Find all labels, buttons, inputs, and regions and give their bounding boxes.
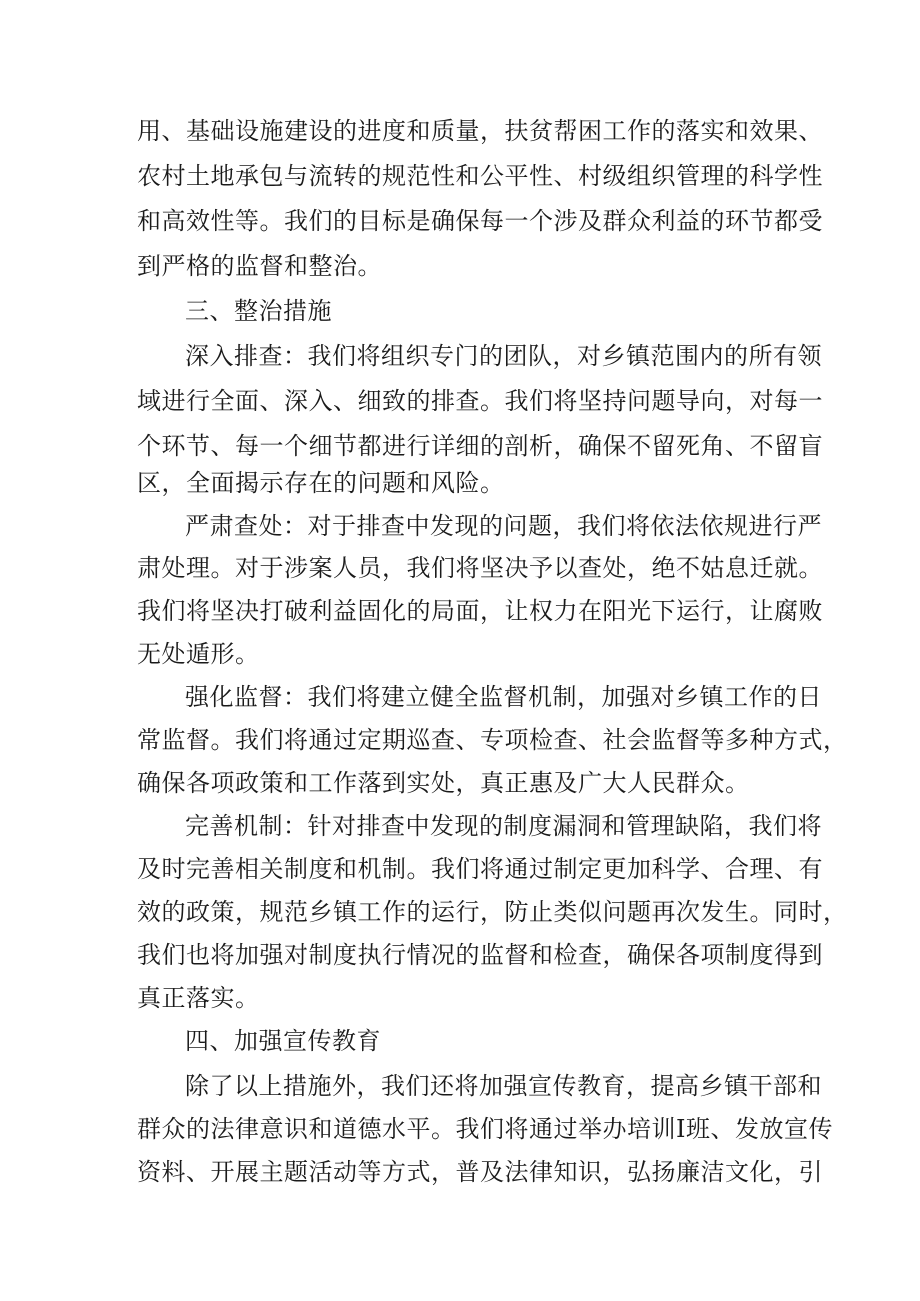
body-line: 完善机制：针对排查中发现的制度漏洞和管理缺陷，我们将 [185,812,822,840]
body-line: 及时完善相关制度和机制。我们将通过制定更加科学、合理、有 [137,855,823,883]
body-line: 到严格的监督和整治。 [137,252,382,280]
body-line: 资料、开展主题活动等方式，普及法律知识，弘扬廉洁文化，引 [137,1158,823,1186]
body-line: 用、基础设施建设的进度和质量，扶贫帮困工作的落实和效果、 [137,117,823,145]
body-line: 农村土地承包与流转的规范性和公平性、村级组织管理的科学性 [137,162,823,190]
body-line: 效的政策，规范乡镇工作的运行，防止类似问题再次发生。同时， [137,898,848,926]
body-line: 和高效性等。我们的目标是确保每一个涉及群众利益的环节都受 [137,207,823,235]
body-line: 严肃查处：对于排查中发现的问题，我们将依法依规进行严 [185,512,822,540]
body-line: 群众的法律意识和道德水平。我们将通过举办培训I班、发放宣传 [137,1115,833,1143]
body-line: 除了以上措施外，我们还将加强宣传教育，提高乡镇干部和 [185,1072,822,1100]
body-line: 常监督。我们将通过定期巡查、专项检查、社会监督等多种方式， [137,726,848,754]
body-line: 确保各项政策和工作落到实处，真正惠及广大人民群众。 [137,769,750,797]
body-line: 区，全面揭示存在的问题和风险。 [137,469,505,497]
section-heading: 四、加强宣传教育 [185,1027,381,1055]
body-line: 无处遁形。 [137,640,260,668]
body-line: 真正落实。 [137,984,260,1012]
body-line: 个环节、每一个细节都进行详细的剖析，确保不留死角、不留盲 [137,432,823,460]
body-line: 我们将坚决打破利益固化的局面，让权力在阳光下运行，让腐败 [137,597,823,625]
body-line: 肃处理。对于涉案人员，我们将坚决予以查处，绝不姑息迁就。 [137,554,823,582]
body-line: 我们也将加强对制度执行情况的监督和检查，确保各项制度得到 [137,941,823,969]
section-heading: 三、整治措施 [185,297,332,325]
body-line: 强化监督：我们将建立健全监督机制，加强对乡镇工作的日 [185,683,822,711]
body-line: 深入排查：我们将组织专门的团队，对乡镇范围内的所有领 [185,342,822,370]
body-line: 域进行全面、深入、细致的排查。我们将坚持问题导向，对每一 [137,387,823,415]
